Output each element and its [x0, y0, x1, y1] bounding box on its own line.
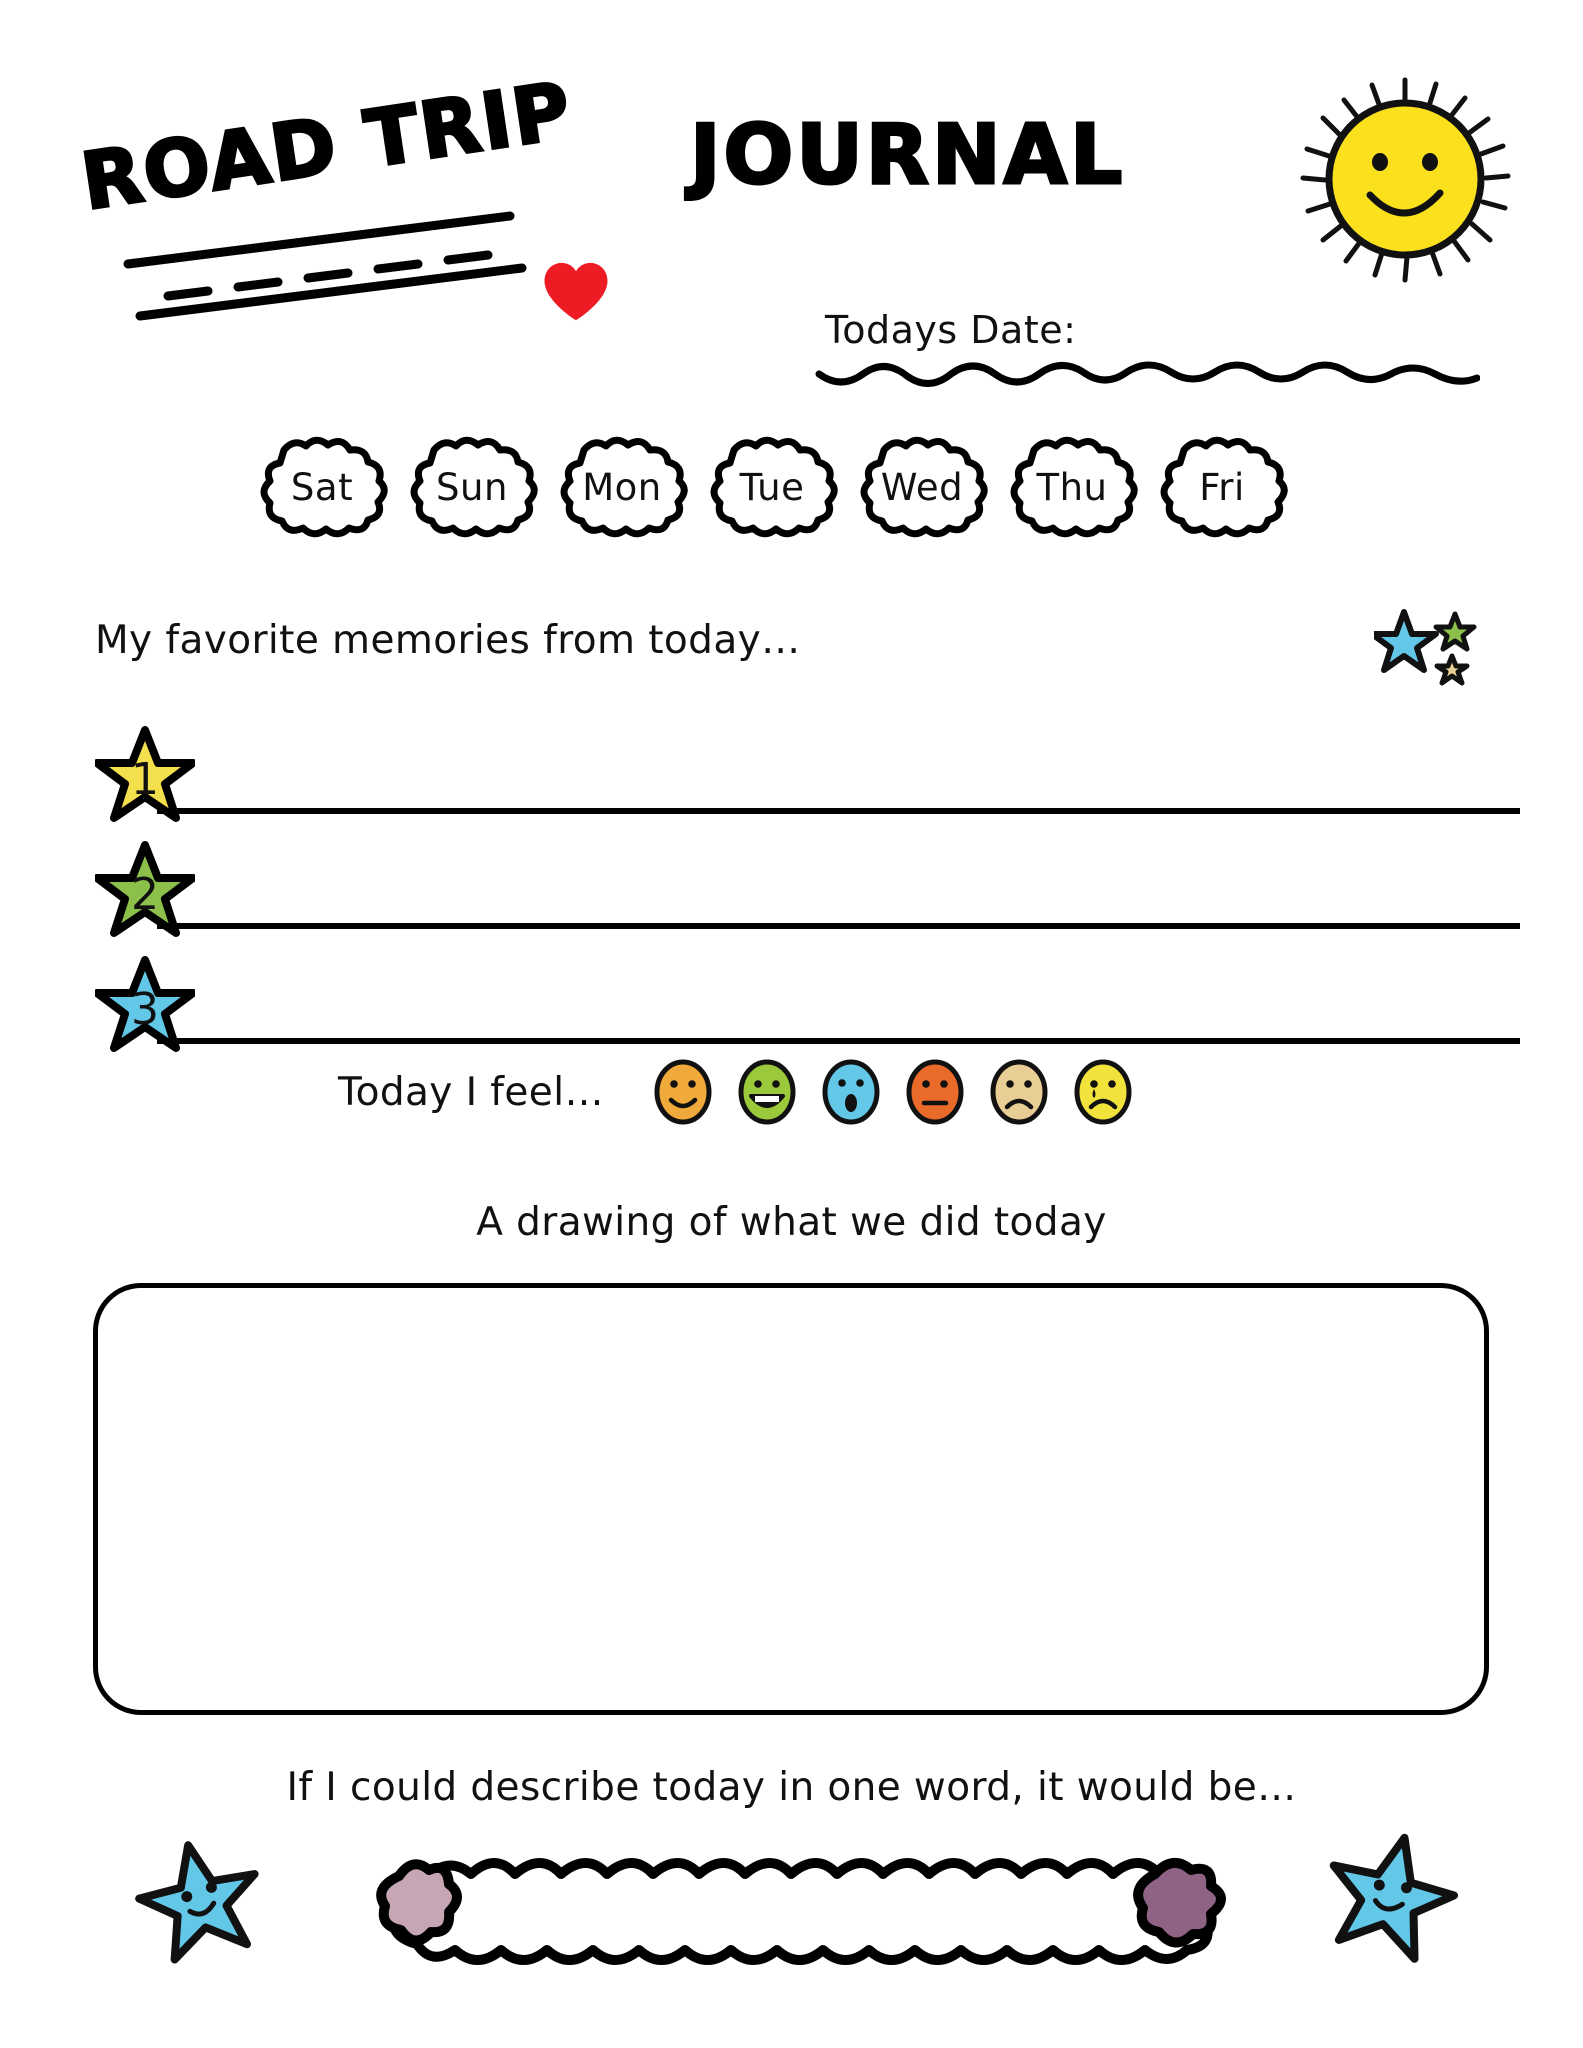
heart-icon	[540, 255, 612, 327]
journal-title: JOURNAL	[690, 108, 1126, 203]
neutral-face-icon[interactable]	[904, 1058, 966, 1126]
road-trip-logo	[70, 65, 578, 310]
one-word-heading: If I could describe today in one word, it would be…	[286, 1765, 1297, 1810]
day-label: Wed	[880, 465, 964, 509]
page-header	[0, 0, 1583, 330]
memory-write-line-2[interactable]	[157, 923, 1520, 929]
day-bubble-tue[interactable]	[698, 432, 846, 544]
today-i-feel-label: Today I feel…	[338, 1069, 604, 1115]
day-bubble-sun[interactable]	[398, 432, 546, 544]
mood-selector[interactable]	[338, 1058, 1134, 1126]
day-of-week-selector[interactable]	[248, 432, 1296, 544]
day-bubble-fri[interactable]	[1148, 432, 1296, 544]
day-label: Thu	[1036, 465, 1108, 509]
day-bubble-wed[interactable]	[848, 432, 996, 544]
memory-row-2[interactable]	[95, 827, 1520, 935]
memory-star-2	[95, 841, 195, 941]
day-label: Mon	[582, 465, 662, 509]
crying-face-icon[interactable]	[1072, 1058, 1134, 1126]
memory-row-1[interactable]	[95, 712, 1520, 820]
drawing-heading: A drawing of what we did today	[476, 1200, 1107, 1245]
todays-date-field[interactable]	[815, 310, 1495, 392]
three-stars-icon	[1374, 608, 1480, 690]
memory-number: 2	[131, 868, 159, 920]
sad-face-icon[interactable]	[988, 1058, 1050, 1126]
smiling-star-right-icon	[1318, 1826, 1463, 1966]
day-label: Tue	[739, 465, 805, 509]
day-label: Sat	[290, 465, 354, 509]
one-word-cloud-bubble[interactable]	[355, 1840, 1235, 1975]
road-trip-title: ROAD TRIP	[76, 65, 578, 229]
day-bubble-thu[interactable]	[998, 432, 1146, 544]
one-word-zone	[0, 1818, 1583, 2048]
road-graphic	[110, 192, 530, 332]
memory-star-3	[95, 956, 195, 1056]
memories-heading: My favorite memories from today…	[95, 618, 801, 663]
day-label: Sun	[436, 465, 508, 509]
drawing-canvas-box[interactable]	[93, 1283, 1489, 1715]
memory-write-line-1[interactable]	[157, 808, 1520, 814]
laughing-face-icon[interactable]	[736, 1058, 798, 1126]
day-bubble-sat[interactable]	[248, 432, 396, 544]
happy-face-icon[interactable]	[652, 1058, 714, 1126]
smiling-star-left-icon	[133, 1836, 268, 1966]
memory-star-1	[95, 726, 195, 826]
day-label: Fri	[1199, 465, 1245, 509]
sun-icon	[1292, 72, 1518, 298]
memory-number: 1	[131, 753, 159, 805]
memory-write-line-3[interactable]	[157, 1038, 1520, 1044]
surprised-face-icon[interactable]	[820, 1058, 882, 1126]
memory-number: 3	[131, 983, 159, 1035]
date-wavy-line	[815, 356, 1480, 392]
todays-date-label: Todays Date:	[825, 308, 1077, 352]
memory-row-3[interactable]	[95, 942, 1520, 1050]
day-bubble-mon[interactable]	[548, 432, 696, 544]
